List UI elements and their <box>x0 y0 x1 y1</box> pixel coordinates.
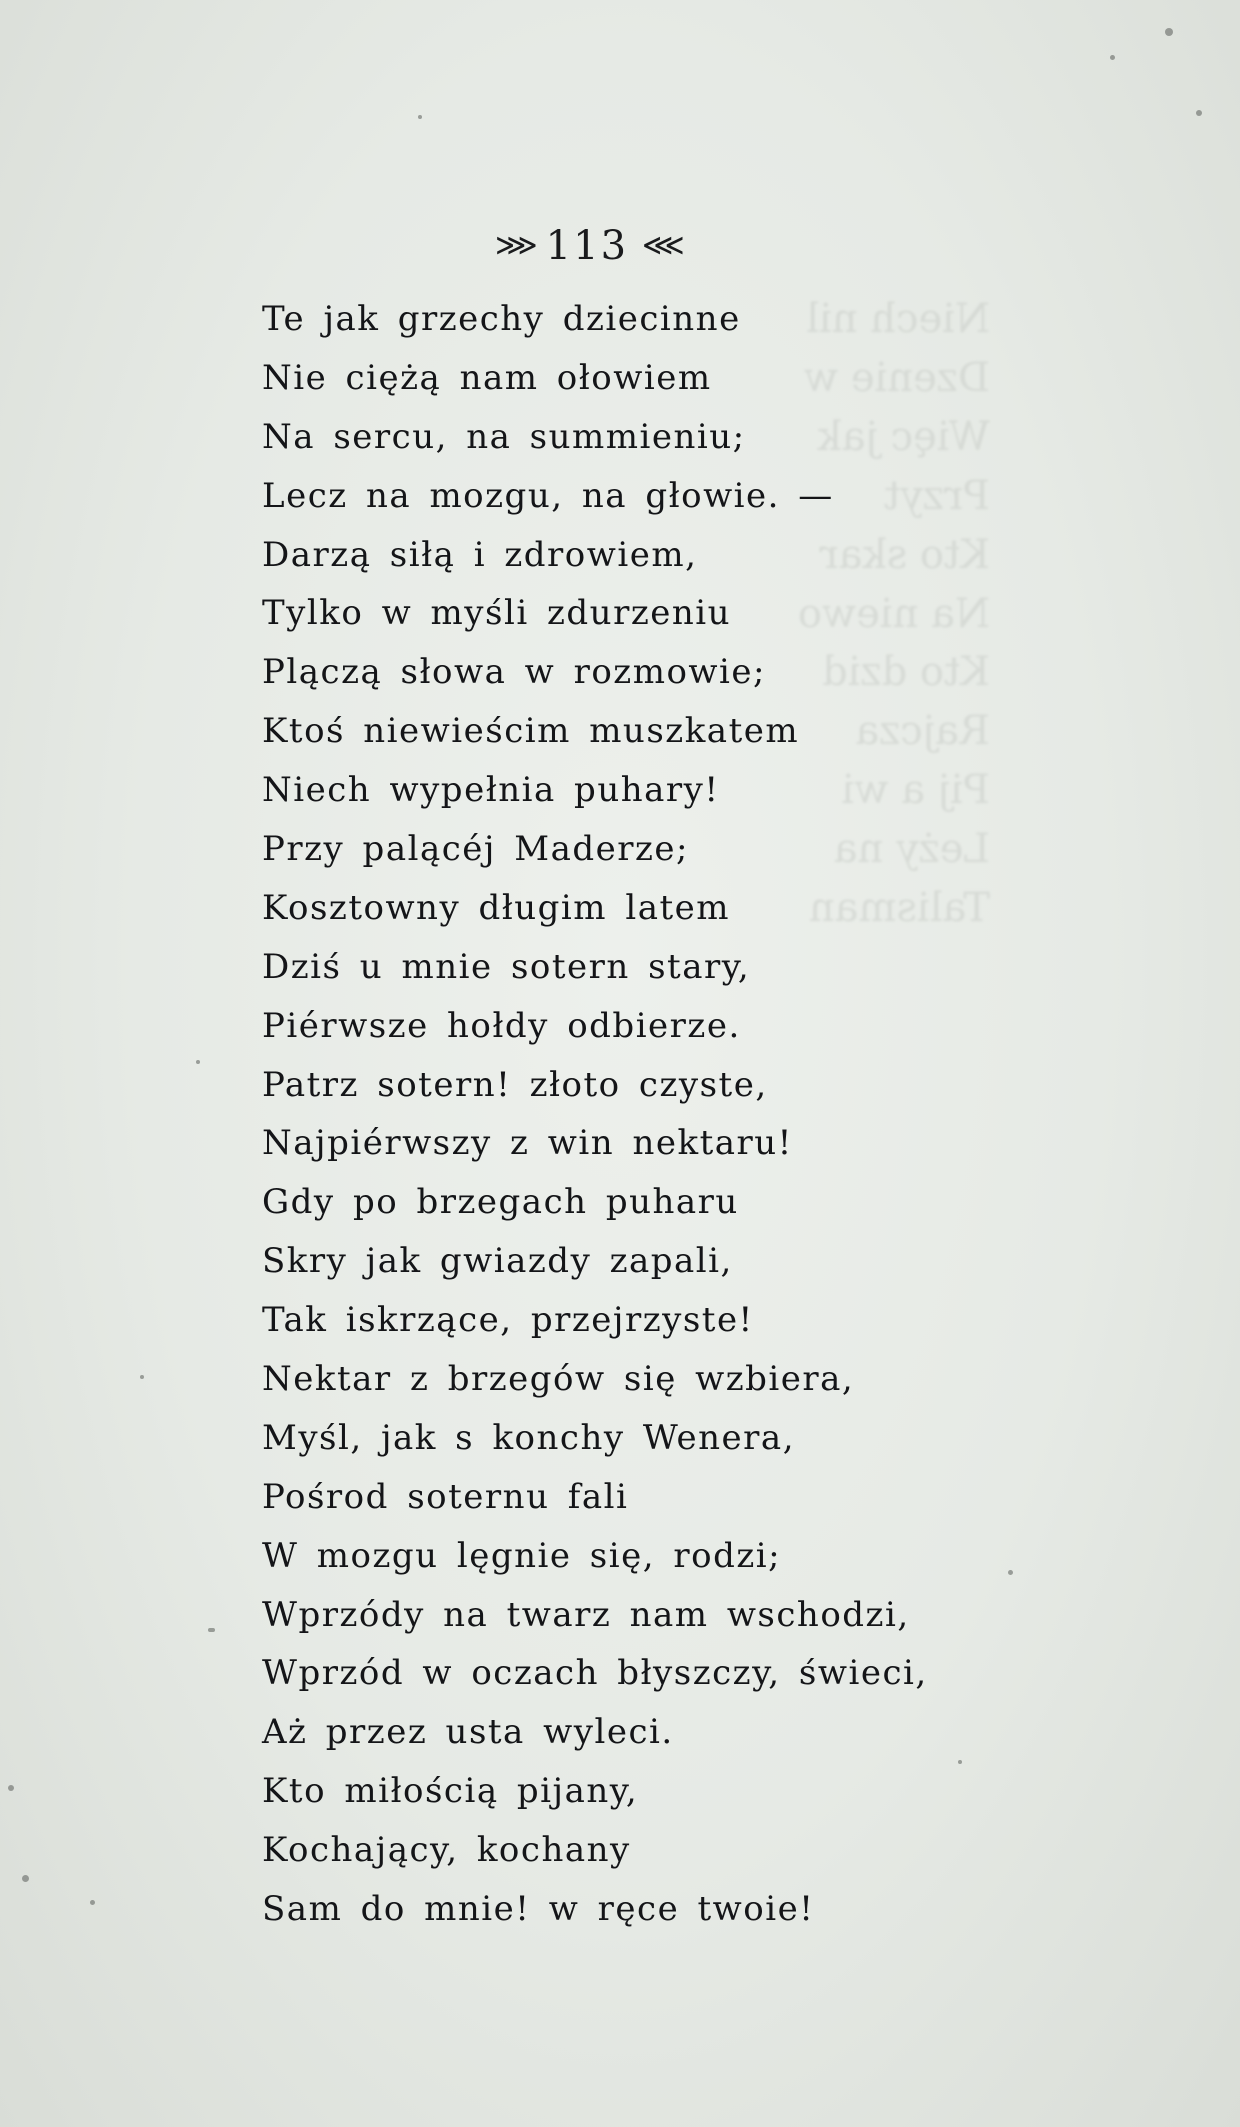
poem-line: Tylko w myśli zdurzeniu <box>262 593 732 634</box>
poem-line: Darzą siłą i zdrowiem, <box>262 534 698 575</box>
poem-line: Dziś u mnie sotern stary, <box>262 946 751 987</box>
paper-speck <box>196 1060 200 1064</box>
paper-speck <box>22 1875 29 1882</box>
poem-line: Wprzód w oczach błyszczy, świeci, <box>262 1653 928 1694</box>
poem-line: Nektar z brzegów się wzbiera, <box>262 1359 855 1400</box>
paper-speck <box>208 1628 215 1632</box>
poem-line: Skry jak gwiazdy zapali, <box>262 1241 733 1282</box>
poem-line: Ktoś niewieścim muszkatem <box>262 711 800 752</box>
poem-line: Przy palącéj Maderze; <box>262 829 689 870</box>
poem-line: Piérwsze hołdy odbierze. <box>262 1005 741 1046</box>
paper-speck <box>1165 28 1173 36</box>
poem-line: Pośrod soternu fali <box>262 1476 629 1517</box>
paper-speck <box>90 1900 95 1905</box>
poem-line: Kochający, kochany <box>262 1830 631 1871</box>
page-header <box>495 218 735 274</box>
poem-line: Niech wypełnia puhary! <box>262 770 720 811</box>
poem-line: Kosztowny długim latem <box>262 887 731 928</box>
paper-speck <box>1196 110 1202 116</box>
poem-text <box>262 290 962 1939</box>
poem-line: Na sercu, na summieniu; <box>262 416 746 457</box>
poem-line: Nie ciężą nam ołowiem <box>262 357 712 398</box>
poem-line: W mozgu lęgnie się, rodzi; <box>262 1535 782 1576</box>
poem-line: Patrz sotern! złoto czyste, <box>262 1064 768 1105</box>
poem-line: Te jak grzechy dziecinne <box>262 299 741 339</box>
poem-line: Myśl, jak s konchy Wenera, <box>262 1417 796 1458</box>
poem-line: Kto miłością pijany, <box>262 1771 639 1812</box>
poem-line: Najpiérwszy z win nektaru! <box>262 1123 793 1164</box>
poem-line: Gdy po brzegach puharu <box>262 1182 739 1223</box>
show-through-text: Niech nil Dzenie w Więc jak Przyt Kto skar Na niewo Kto dzid Rajcza Pij a wi Leży na Talisman <box>797 296 990 932</box>
paper-speck <box>140 1375 144 1379</box>
poem-line: Wprzódy na twarz nam wschodzi, <box>262 1594 910 1635</box>
poem-line: Tak iskrzące, przejrzyste! <box>262 1300 754 1341</box>
page-number: 113 <box>545 223 629 269</box>
right-ornament-icon: ⋘ <box>642 228 679 263</box>
poem-line: Aż przez usta wyleci. <box>262 1712 674 1753</box>
paper-speck <box>1110 55 1115 60</box>
paper-speck <box>8 1785 14 1791</box>
paper-speck <box>418 115 422 119</box>
left-ornament-icon: ⋙ <box>495 228 532 263</box>
paper-speck <box>958 1760 962 1764</box>
poem-line: Sam do mnie! w ręce twoie! <box>262 1889 815 1930</box>
poem-line: Plączą słowa w rozmowie; <box>262 652 766 693</box>
paper-speck <box>1008 1570 1013 1575</box>
poem-line: Lecz na mozgu, na głowie. — <box>262 475 834 516</box>
